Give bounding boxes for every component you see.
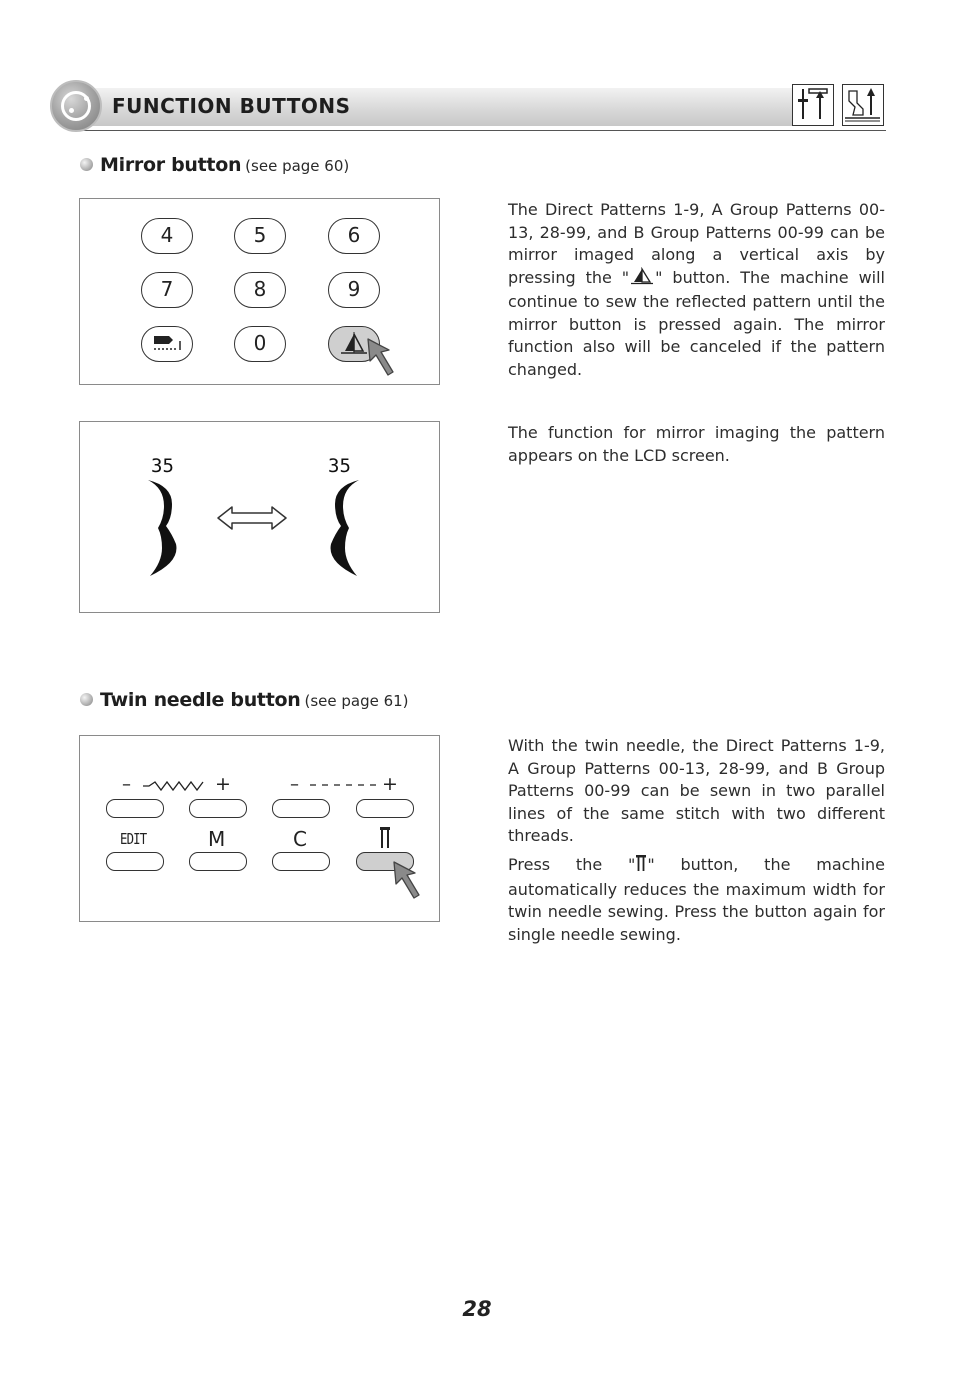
lcd-figure [79,421,440,613]
key-5[interactable]: 5 [234,218,286,254]
lcd-right-number: 35 [328,455,351,477]
width-minus-label: – [122,774,131,795]
twin-heading-title: Twin needle button [100,689,301,711]
twin-heading-ref: (see page 61) [304,692,409,710]
keypad-figure [79,198,440,385]
clear-button[interactable] [272,852,330,871]
twin-heading [80,689,409,711]
key-4[interactable]: 4 [141,218,193,254]
presser-foot-icon [842,84,884,126]
mirror-inline-icon [629,267,655,292]
key-0[interactable]: 0 [234,326,286,362]
length-decrease-button[interactable] [272,799,330,818]
bullet-icon [80,158,93,171]
mirrored-stitch-pattern-icon [321,478,365,578]
needle-thread-icon [792,84,834,126]
memory-icon [143,327,191,359]
twin-needle-inline-icon [635,854,647,879]
memory-m-label: M [208,827,226,851]
clear-c-label: C [293,827,307,851]
key-8[interactable]: 8 [234,272,286,308]
twin-buttons-figure [79,735,440,922]
memory-button[interactable] [189,852,247,871]
section-header [50,80,886,132]
double-arrow-icon [216,505,288,531]
zigzag-width-icon [141,780,211,792]
mirror-heading [80,154,349,176]
page-number: 28 [462,1297,492,1321]
key-7[interactable]: 7 [141,272,193,308]
section-logo-icon [50,80,102,132]
page-title: FUNCTION BUTTONS [112,94,351,118]
length-increase-button[interactable] [356,799,414,818]
length-minus-label: – [290,774,299,795]
edit-button[interactable] [106,852,164,871]
edit-label: EDIT [120,830,147,848]
twin-paragraph-2 [508,854,885,946]
stitch-length-icon [308,780,380,790]
mirror-heading-title: Mirror button [100,154,242,176]
twin-paragraph-1: With the twin needle, the Direct Patterns 1-9, A Group Patterns 00-13, 28-99, and B Group Patterns 00-99 can be sewn in two parallel lines of the same stitch with two different threads. [508,736,885,845]
length-plus-label: + [382,773,398,795]
stitch-pattern-icon [142,478,186,578]
bullet-icon [80,693,93,706]
key-9[interactable]: 9 [328,272,380,308]
mirror-paragraph-2: The function for mirror imaging the pattern appears on the LCD screen. [508,423,885,465]
mirror-paragraph-1b: " button. The machine will continue to sew the reflected pattern until the mirror button is pressed again. The mirror function also will be canceled if the pattern changed. [508,267,885,379]
width-plus-label: + [215,773,231,795]
twin-needle-icon [378,826,392,850]
pointer-arrow-icon [392,860,426,902]
pointer-arrow-icon [366,337,400,379]
width-increase-button[interactable] [189,799,247,818]
twin-paragraph-2b: " button, the machine automatically reduces the maximum width for twin needle sewing. Press the button again for single needle sewing. [508,855,885,944]
width-decrease-button[interactable] [106,799,164,818]
header-rule [76,130,886,131]
mirror-heading-ref: (see page 60) [245,157,350,175]
twin-paragraph-2a: Press the " [508,855,636,874]
mirror-paragraph-1 [508,199,885,381]
mirror-paragraph-1a: The Direct Patterns 1-9, A Group Patterns 00-13, 28-99, and B Group Patterns 00-99 can be mirror imaged along a vertical axis by pressing the " [508,200,885,287]
key-6[interactable]: 6 [328,218,380,254]
lcd-left-number: 35 [151,455,174,477]
memory-key[interactable] [141,326,193,362]
